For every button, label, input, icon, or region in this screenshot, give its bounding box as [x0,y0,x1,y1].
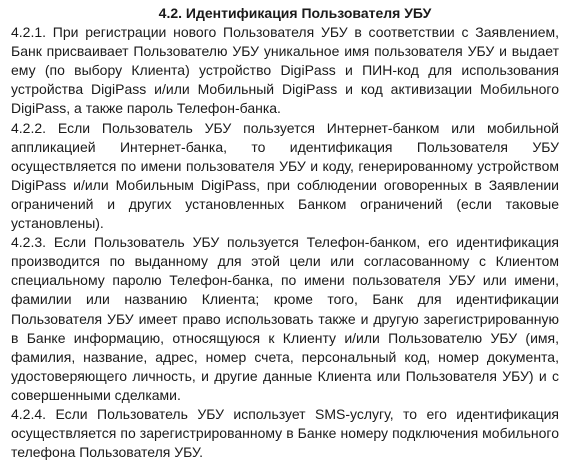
section-title: 4.2. Идентификация Пользователя УБУ [158,5,432,21]
paragraph-4-2-1: 4.2.1. При регистрации нового Пользователя УБУ в соответствии с Заявлением, Банк присваивает Пользователю УБУ уникальное имя пользователя УБУ и выдает ему (по выбору Клиента) устройство DigiPass и ПИН-код для использования устройства DigiPass и/или Мобильный DigiPass и код активизации Мобильного DigiPass, а также пароль Телефон-банка. [11,24,559,117]
paragraph-4-2-4: 4.2.4. Если Пользователь УБУ использует SMS-услугу, то его идентификация осуществляется по зарегистрированному в Банке номеру подключения мобильного телефона Пользователя УБУ. [11,405,559,461]
paragraph-4-2-3: 4.2.3. Если Пользователь УБУ пользуется Телефон-банком, его идентификация производится по выданному для этой цели или согласованному с Клиентом специальному паролю Телефон-банка, по имени пользователя УБУ или имени, фамилии или названию Клиента; кроме того, Банк для идентификации Пользователя УБУ имеет право использовать также и другую зарегистрированную в Банке информацию, относящуюся к Клиенту и/или Пользователю УБУ (имя, фамилия, название, адрес, номер счета, персональный код, номер документа, удостоверяющего личность, и другие данные Клиента или Пользователя УБУ) и с совершенными сделками. [11,234,559,403]
document-section [11,4,559,462]
paragraph-4-2-2: 4.2.2. Если Пользователь УБУ пользуется Интернет-банком или мобильной аппликацией Интернет-банка, то идентификация Пользователя УБУ осуществляется по имени пользователя УБУ и коду, генерированному устройством DigiPass и/или Мобильным DigiPass, при соблюдении оговоренных в Заявлении ограничений и других установленных Банком ограничений (если таковые установлены). [11,119,559,232]
